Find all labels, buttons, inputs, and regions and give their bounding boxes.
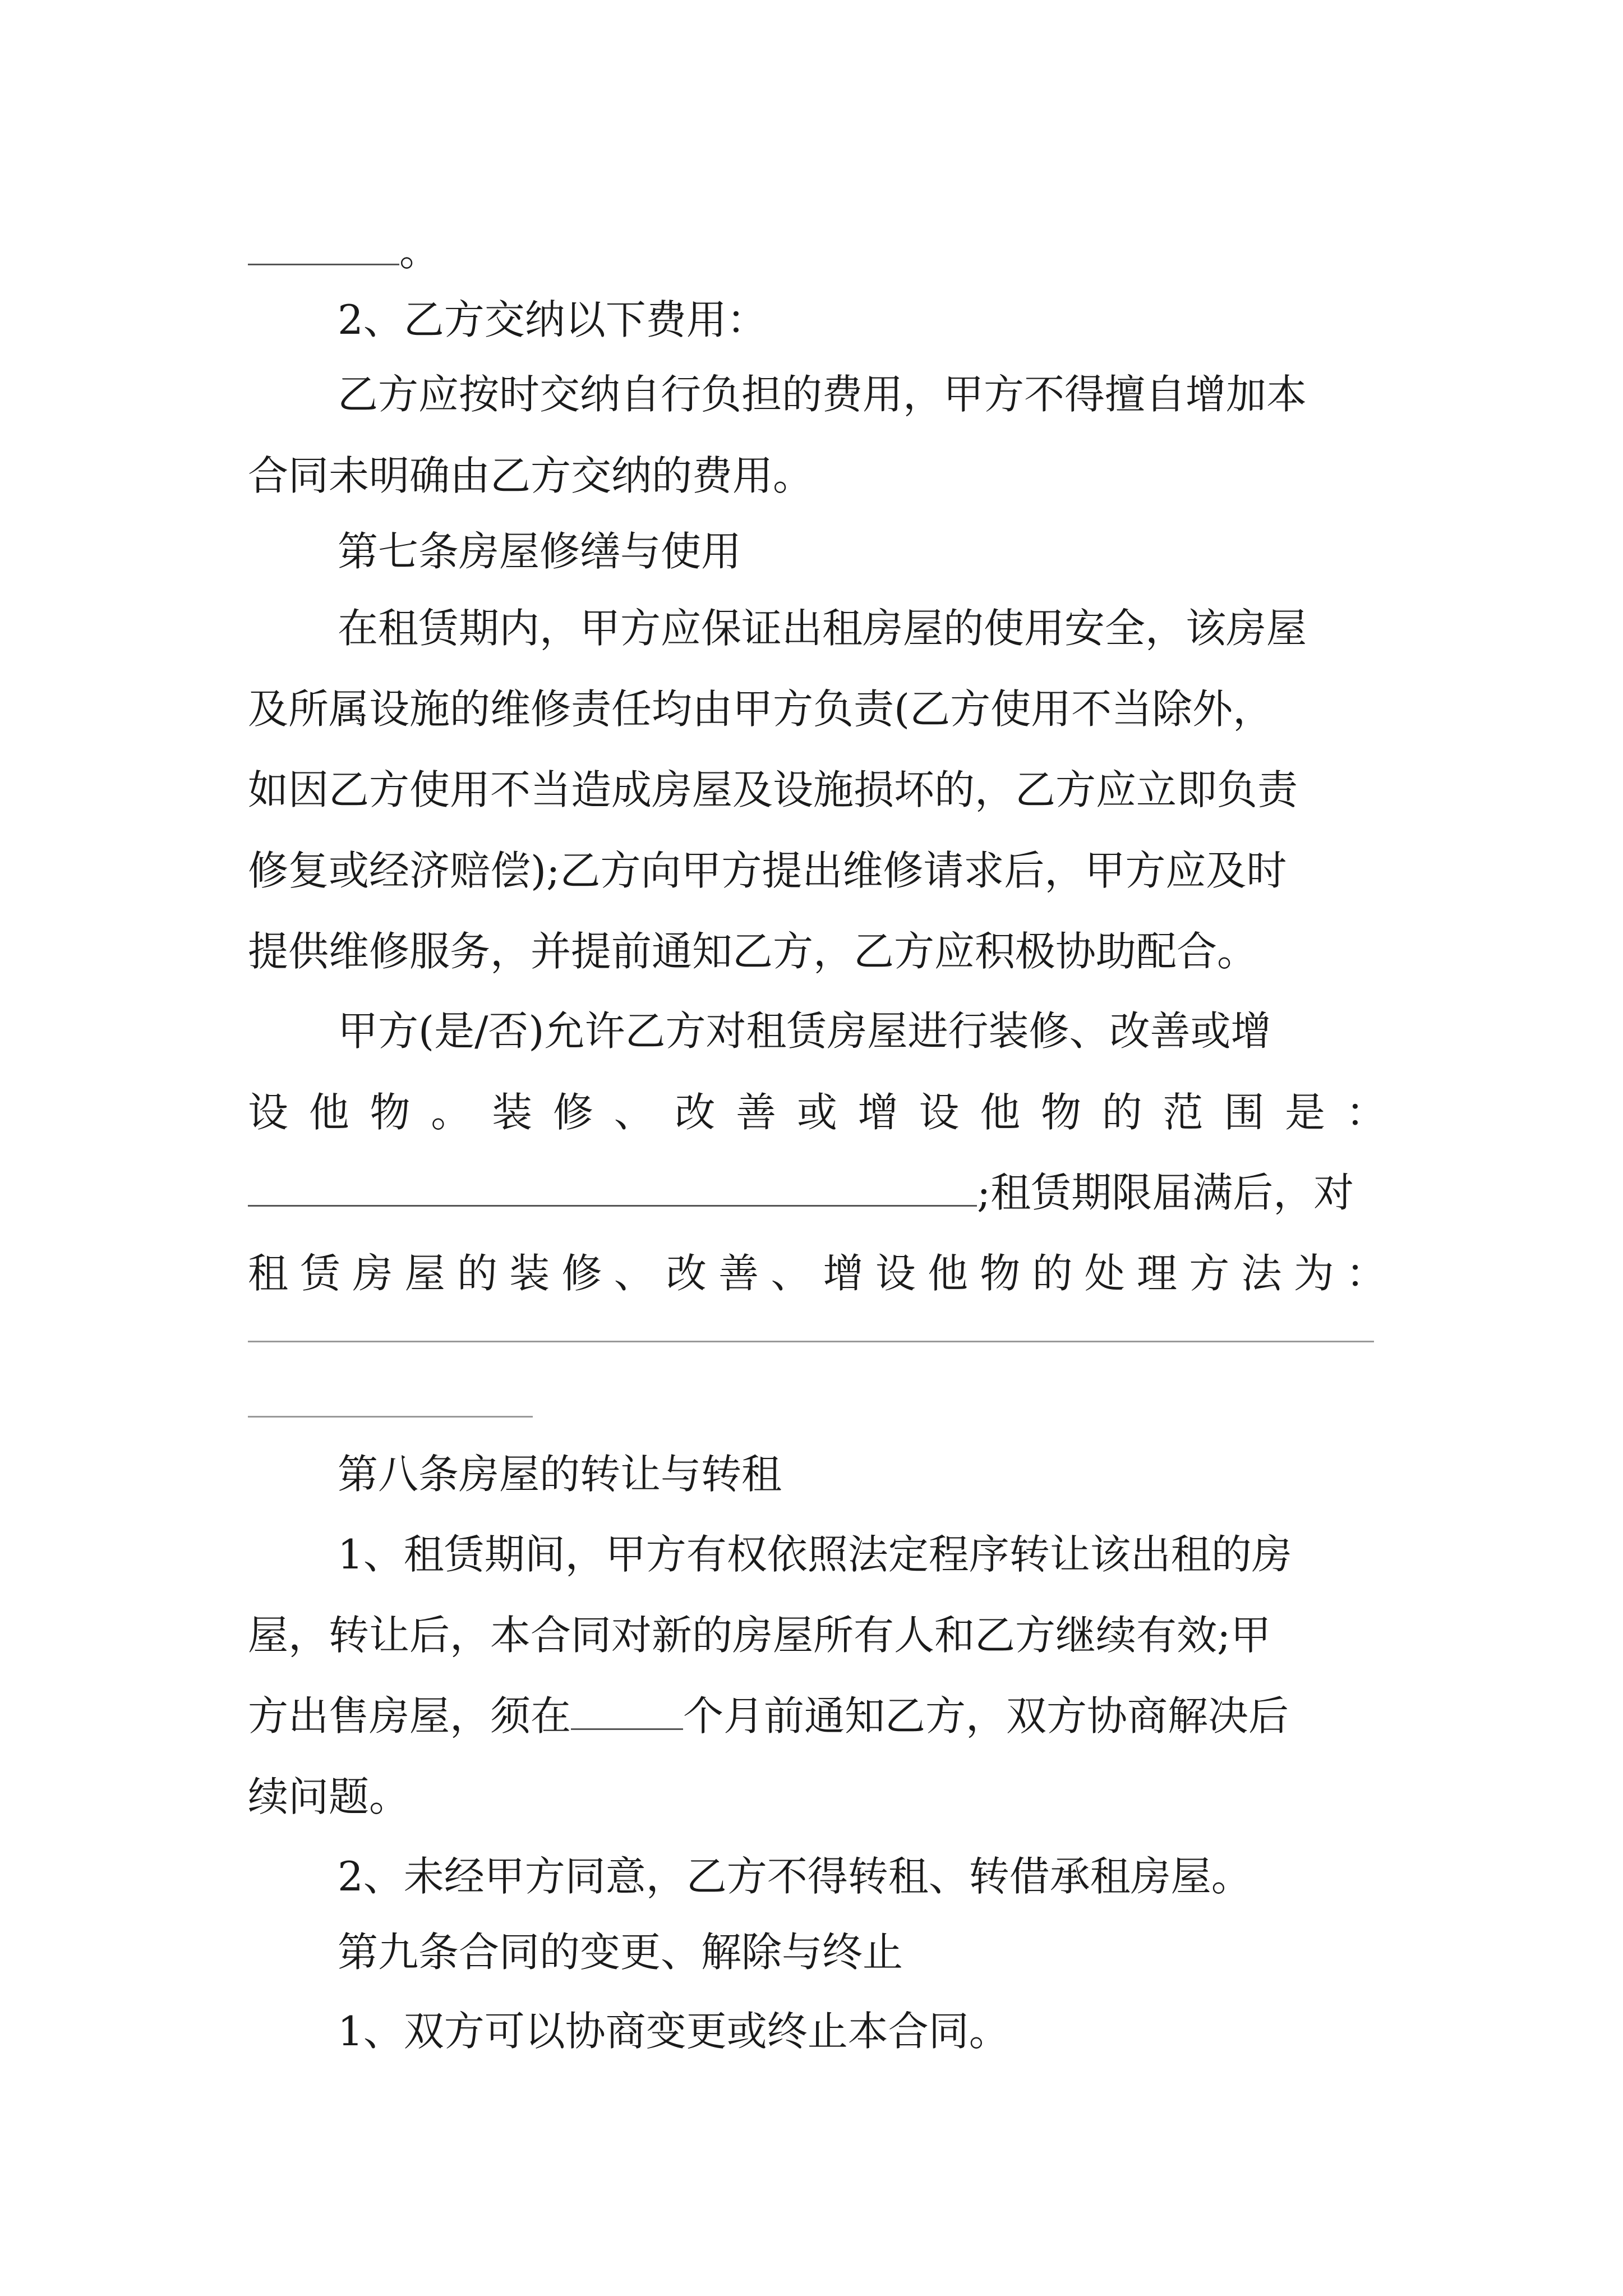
text-line: ;租赁期限届满后，对	[248, 1166, 1354, 1220]
fill-in-blank	[248, 230, 399, 265]
article-heading: 第九条合同的变更、解除与终止	[338, 1929, 903, 1976]
article-heading: 第七条房屋修缮与使用	[338, 528, 742, 575]
fill-in-blank	[248, 1171, 977, 1207]
paragraph-line: 在租赁期内，甲方应保证出租房屋的使用安全，该房屋	[338, 605, 1307, 652]
paragraph-line: 屋，转让后，本合同对新的房屋所有人和乙方继续有效;甲	[248, 1612, 1271, 1659]
clause-item: 2、乙方交纳以下费用：	[338, 296, 767, 343]
paragraph-line: 乙方应按时交纳自行负担的费用，甲方不得擅自增加本	[338, 371, 1307, 418]
blank-rule	[248, 1416, 533, 1418]
paragraph-line: 如因乙方使用不当造成房屋及设施损坏的，乙方应立即负责	[248, 766, 1298, 813]
paragraph-line: 合同未明确由乙方交纳的费用。	[248, 452, 814, 499]
fill-in-blank	[571, 1695, 683, 1730]
justified-line: 租 赁 房 屋 的 装 修 、 改 善 、 增 设 他 物 的 处 理 方 法 为 ：	[248, 1250, 1386, 1297]
justified-line: 设 他 物 。 装 修 、 改 善 或 增 设 他 物 的 范 围 是 ：	[248, 1089, 1386, 1136]
blank-rule	[248, 1341, 1374, 1342]
text-line: 方出售房屋，须在 个月前通知乙方，双方协商解决后	[248, 1692, 1289, 1740]
paragraph-line: 修复或经济赔偿);乙方向甲方提出维修请求后，甲方应及时	[248, 847, 1287, 894]
paragraph-line: 及所属设施的维修责任均由甲方负责(乙方使用不当除外，	[248, 685, 1274, 733]
clause-item: 2、未经甲方同意，乙方不得转租、转借承租房屋。	[338, 1853, 1252, 1900]
article-heading: 第八条房屋的转让与转租	[338, 1451, 782, 1498]
clause-item: 1、双方可以协商变更或终止本合同。	[338, 2008, 1009, 2055]
clause-item: 1、租赁期间，甲方有权依照法定程序转让该出租的房	[338, 1531, 1292, 1578]
paragraph-line: 甲方(是/否)允许乙方对租赁房屋进行装修、改善或增	[338, 1007, 1271, 1055]
paragraph-line: 续问题。	[248, 1773, 410, 1820]
paragraph-line: 提供维修服务，并提前通知乙方，乙方应积极协助配合。	[248, 928, 1258, 975]
text-line: 。	[248, 224, 440, 278]
